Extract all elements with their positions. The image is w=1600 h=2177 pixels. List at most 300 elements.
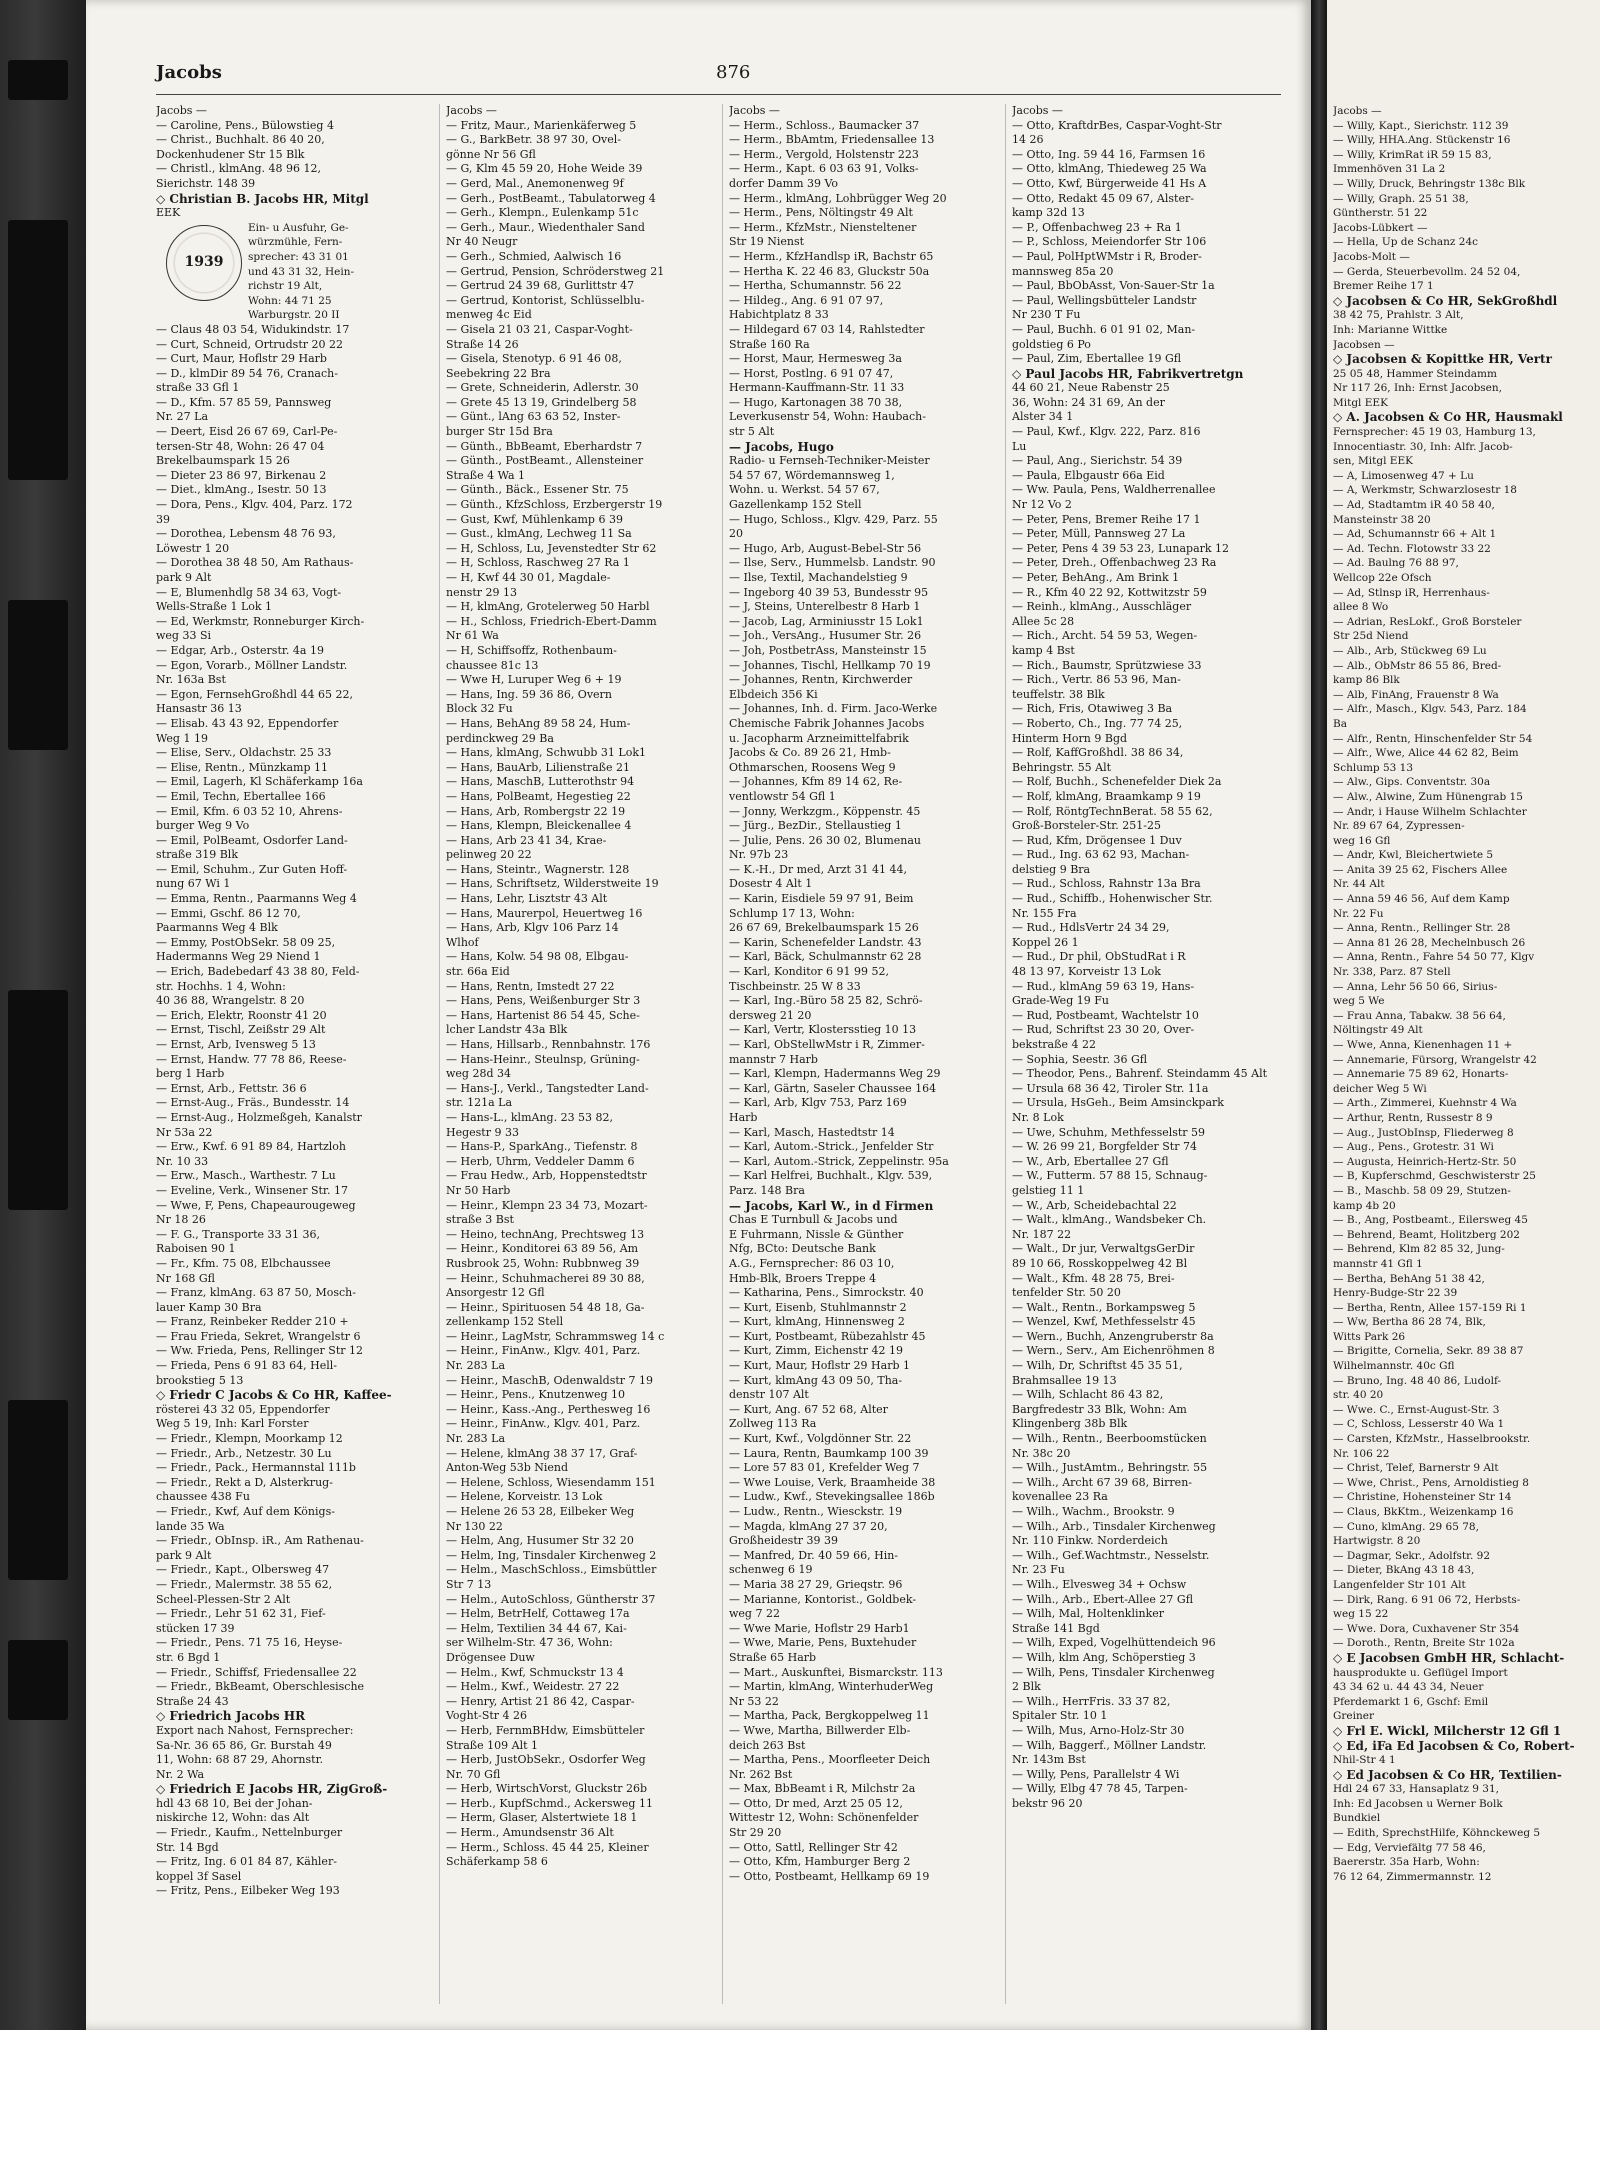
directory-entry: mannstr 41 Gfl 1 [1333,1257,1423,1270]
directory-entry: — Hans, Schriftsetz, Wilderstweite 19 [446,877,659,891]
directory-entry: — Hans, klmAng, Schwubb 31 Lok1 [446,746,646,760]
directory-entry: — Friedr., Klempn, Moorkamp 12 [156,1432,343,1446]
directory-entry: Schlump 53 13 [1333,761,1414,774]
directory-entry: — Emil, Schuhm., Zur Guten Hoff- [156,862,348,876]
directory-entry: weg 5 We [1333,995,1385,1008]
directory-entry: — G., BarkBetr. 38 97 30, Ovel- [446,133,621,147]
directory-entry: — W. 26 99 21, Borgfelder Str 74 [1012,1140,1197,1154]
directory-entry: — Christ, Telef, Barnerstr 9 Alt [1333,1462,1499,1475]
directory-entry: Dosestr 4 Alt 1 [729,877,813,891]
directory-entry: — Wwe. Dora, Cuxhavener Str 354 [1333,1622,1520,1635]
directory-entry: rösterei 43 32 05, Eppendorfer [156,1402,330,1416]
directory-entry: — Katharina, Pens., Simrockstr. 40 [729,1286,924,1300]
directory-entry: Hermann-Kauffmann-Str. 11 33 [729,381,905,395]
directory-entry: Nr. 262 Bst [729,1767,793,1781]
directory-entry: — Wilh., Wachm., Brookstr. 9 [1012,1505,1175,1518]
directory-entry: schenweg 6 19 [729,1563,813,1577]
directory-entry: — Ed, Werkmstr, Ronneburger Kirch- [156,614,365,628]
directory-entry: — Anna 59 46 56, Auf dem Kamp [1333,893,1510,906]
directory-entry: — Paul, Kwf., Klgv. 222, Parz. 816 [1012,425,1201,439]
directory-entry: — H, Schloss, Lu, Jevenstedter Str 62 [446,541,657,555]
directory-entry: — Hans, Steintr., Wagnerstr. 128 [446,862,630,876]
directory-entry: — Gerh., PostBeamt., Tabulatorweg 4 [446,191,656,205]
directory-entry: Jacobs — [446,104,497,117]
directory-entry: — Otto, Postbeamt, Hellkamp 69 19 [729,1869,930,1883]
directory-entry: — Herb, WirtschVorst, Gluckstr 26b [446,1782,648,1796]
directory-entry: — Kurt, klmAng, Hinnensweg 2 [729,1315,905,1329]
directory-entry: — Wwe, Christ., Pens, Arnoldistieg 8 [1333,1476,1529,1489]
directory-entry: — Rich, Fris, Otawiweg 3 Ba [1012,702,1173,716]
directory-entry: 89 10 66, Rosskoppelweg 42 Bl [1012,1256,1188,1270]
directory-entry: — Herm, Glaser, Alstertwiete 18 1 [446,1811,638,1825]
directory-entry: — Otto, Redakt 45 09 67, Alster- [1012,191,1194,205]
directory-entry: — Friedr., Lehr 51 62 31, Fief- [156,1607,326,1621]
directory-entry: — Andr, i Hause Wilhelm Schlachter [1333,805,1527,818]
directory-entry: — Hans-Heinr., Steulnsp, Grüning- [446,1052,640,1066]
directory-entry: Nr. 23 Fu [1012,1563,1065,1577]
column-4 [1005,104,1282,2004]
directory-entry: — Dirk, Rang. 6 91 06 72, Herbsts- [1333,1593,1521,1606]
directory-entry: Tischbeinstr. 25 W 8 33 [729,979,861,993]
directory-entry: — Rud., Schiffb., Hohenwischer Str. [1012,892,1213,906]
directory-entry: niskirche 12, Wohn: das Alt [156,1811,310,1825]
directory-entry: — Hans-L., klmAng. 23 53 82, [446,1110,614,1124]
directory-entry: — Rud, Schriftst 23 30 20, Over- [1012,1023,1195,1037]
directory-entry: — Hella, Up de Schanz 24c [1333,236,1479,249]
directory-entry: — Elise, Serv., Oldachstr. 25 33 [156,746,332,760]
directory-entry: — Arth., Zimmerei, Kuehnstr 4 Wa [1333,1097,1517,1110]
directory-entry: — Ingeborg 40 39 53, Bundesstr 95 [729,585,929,599]
directory-entry: — Ernst-Aug., Fräs., Bundesstr. 14 [156,1096,350,1110]
running-head: Jacobs [156,62,222,83]
directory-entry: — Helm, Ing, Tinsdaler Kirchenweg 2 [446,1548,657,1562]
directory-entry: — Alb., Arb, Stückweg 69 Lu [1333,644,1487,657]
directory-entry: — Heinr., MaschB, Odenwaldstr 7 19 [446,1373,654,1387]
directory-entry: — Dieter 23 86 97, Birkenau 2 [156,468,327,482]
directory-entry: — Joh, PostbetrAss, Mansteinstr 15 [729,643,927,657]
directory-entry: — Gerd, Mal., Anemonenweg 9f [446,176,624,190]
directory-entry: Hdl 24 67 33, Hansaplatz 9 31, [1333,1783,1499,1796]
directory-entry: — Gerda, Steuerbevollm. 24 52 04, [1333,265,1521,278]
directory-entry: Nr. 187 22 [1012,1227,1072,1241]
directory-entry: — Augusta, Heinrich-Hertz-Str. 50 [1333,1155,1517,1168]
directory-entry: — B., Ang, Postbeamt., Eilersweg 45 [1333,1214,1528,1227]
directory-entry: — Annemarie 75 89 62, Honarts- [1333,1068,1509,1081]
directory-entry: Langenfelder Str 101 Alt [1333,1578,1466,1591]
directory-page [86,0,1311,2030]
directory-entry: straße 3 Bst [446,1213,514,1227]
directory-entry: — Franz, klmAng. 63 87 50, Mosch- [156,1286,356,1300]
directory-entry: — Karl Helfrei, Buchhalt., Klgv. 539, [729,1169,933,1183]
directory-entry: — Jacobs, Karl W., in d Firmen [729,1198,934,1213]
directory-entry: — Hans, PolBeamt, Hegestieg 22 [446,789,631,803]
directory-entry: — Wilh., Arb., Tinsdaler Kirchenweg [1012,1519,1216,1533]
directory-entry: Zollweg 113 Ra [729,1417,817,1431]
directory-entry: — Anna 81 26 28, Mechelnbusch 26 [1333,936,1526,949]
directory-entry: — Emma, Rentn., Paarmanns Weg 4 [156,892,357,906]
directory-entry: — Otto, Sattl, Rellinger Str 42 [729,1840,898,1854]
directory-entry: — Walt., Dr jur, VerwaltgsGerDir [1012,1242,1195,1256]
directory-entry: — Wilh, Mal, Holtenklinker [1012,1607,1165,1621]
directory-entry: — Gerh., Schmied, Aalwisch 16 [446,249,622,263]
directory-entry: — Gisela 21 03 21, Caspar-Voght- [446,322,633,336]
directory-entry: Baererstr. 35a Harb, Wohn: [1333,1856,1480,1869]
directory-entry: — Herm., BbAmtm, Friedensallee 13 [729,133,935,147]
directory-entry: — Ww, Bertha 86 28 74, Blk, [1333,1316,1486,1329]
directory-entry: — B., Maschb. 58 09 29, Stutzen- [1333,1184,1511,1197]
directory-entry: — A, Limosenweg 47 + Lu [1333,469,1474,482]
directory-entry: — Friedr., Kaufm., Nettelnburger [156,1826,343,1840]
directory-entry: — Uwe, Schuhm, Methfesselstr 59 [1012,1125,1206,1139]
directory-entry: — Edgar, Arb., Osterstr. 4a 19 [156,643,324,657]
directory-entry: Nr. 44 Alt [1333,878,1385,891]
directory-entry: Jacobs — [729,104,780,117]
directory-entry: — Herm., KfzHandlsp iR, Bachstr 65 [729,249,934,263]
directory-entry: — Helene, Schloss, Wiesendamm 151 [446,1475,656,1489]
directory-entry: — Annemarie, Fürsorg, Wrangelstr 42 [1333,1053,1537,1066]
directory-entry: — Karin, Schenefelder Landstr. 43 [729,935,922,949]
directory-entry: Anton-Weg 53b Niend [446,1461,569,1475]
directory-entry: — Rud., Ing. 63 62 93, Machan- [1012,848,1190,862]
directory-entry: — Rich., Archt. 54 59 53, Wegen- [1012,629,1198,643]
directory-entry: — Rud, Postbeamt, Wachtelstr 10 [1012,1008,1199,1022]
directory-entry: — Doroth., Rentn, Breite Str 102a [1333,1637,1515,1650]
directory-entry: — Rich., Vertr. 86 53 96, Man- [1012,673,1181,687]
directory-entry: — Wilh, Baggerf., Möllner Landstr. [1012,1738,1207,1752]
directory-entry: — Hans, Hartenist 86 54 45, Sche- [446,1008,640,1022]
directory-entry: Ba [1333,717,1347,730]
column-1 [156,104,426,2004]
directory-entry: — Elise, Rentn., Münzkamp 11 [156,760,328,774]
directory-entry: Behringstr. 55 Alt [1012,760,1112,774]
directory-entry: — Hugo, Schloss., Klgv. 429, Parz. 55 [729,512,938,526]
directory-entry: — Ernst, Arb, Ivensweg 5 13 [156,1038,316,1051]
directory-entry: Straße 24 43 [156,1694,229,1708]
directory-columns [156,104,1296,2004]
directory-entry: — Peter, Dreh., Offenbachweg 23 Ra [1012,556,1217,570]
directory-entry: — Wern., Serv., Am Eichenröhmen 8 [1012,1344,1215,1358]
directory-entry: Nr. 283 La [446,1359,506,1373]
seal-year: 1939 [184,254,224,271]
directory-entry: Hegestr 9 33 [446,1125,519,1139]
directory-entry: — Wilh, Mus, Arno-Holz-Str 30 [1012,1723,1185,1737]
directory-entry: — Hans, Klempn, Bleickenallee 4 [446,819,632,833]
directory-entry: — Martin, klmAng, WinterhuderWeg [729,1680,934,1694]
directory-entry: Nr 61 Wa [446,629,499,643]
directory-entry: — Karl, Konditor 6 91 99 52, [729,965,890,979]
directory-entry: — Wwe Louise, Verk, Braamheide 38 [729,1475,936,1489]
directory-entry: — Otto, Ing. 59 44 16, Farmsen 16 [1012,147,1206,161]
directory-entry: — Heinr., Klempn 23 34 73, Mozart- [446,1198,648,1212]
directory-entry: — Hans-J., Verkl., Tangstedter Land- [446,1081,649,1095]
directory-entry: Jacobs & Co. 89 26 21, Hmb- [729,746,891,760]
directory-entry: — Ww. Paula, Pens, Waldherrenallee [1012,483,1216,497]
directory-entry: lande 35 Wa [156,1519,225,1533]
directory-entry: — Ernst, Tischl, Zeißstr 29 Alt [156,1023,326,1037]
directory-entry: — Paul, Zim, Ebertallee 19 Gfl [1012,352,1182,366]
directory-entry: Nr. 163a Bst [156,673,226,687]
directory-entry: — Martha, Pens., Moorfleeter Deich [729,1753,931,1767]
directory-entry: — Friedr., Kwf, Auf dem Königs- [156,1505,335,1518]
directory-entry: Nr 117 26, Inh: Ernst Jacobsen, [1333,382,1502,395]
directory-entry: str. Hochhs. 1 4, Wohn: [156,979,286,993]
directory-entry: — Egon, FernsehGroßhdl 44 65 22, [156,687,354,701]
directory-entry: — Max, BbBeamt i R, Milchstr 2a [729,1782,916,1796]
directory-entry: — Herm., Kapt. 6 03 63 91, Volks- [729,162,919,176]
directory-entry: — Dagmar, Sekr., Adolfstr. 92 [1333,1549,1491,1562]
directory-entry: — Walt., klmAng., Wandsbeker Ch. [1012,1213,1207,1227]
directory-entry: Block 32 Fu [446,702,513,716]
directory-entry: — Erw., Masch., Warthestr. 7 Lu [156,1169,336,1183]
directory-entry: Jacobsen — [1333,338,1395,351]
directory-entry: — Gertrud 24 39 68, Gurlittstr 47 [446,279,635,293]
directory-entry: straße 319 Blk [156,848,238,862]
directory-entry: — Alfr., Rentn, Hinschenfelder Str 54 [1333,732,1533,745]
directory-entry: brookstieg 5 13 [156,1373,244,1387]
directory-entry: Sa-Nr. 36 65 86, Gr. Burstah 49 [156,1738,332,1752]
directory-entry: Wohn. u. Werkst. 54 57 67, [729,483,880,497]
directory-entry: — Ursula, HsGeh., Beim Amsinckpark [1012,1096,1224,1110]
directory-entry: — Friedr., Schiffsf, Friedensallee 22 [156,1665,357,1679]
adjacent-page [1327,0,1600,2030]
directory-entry: — Joh., VersAng., Husumer Str. 26 [729,629,922,643]
directory-entry: Klingenberg 38b Blk [1012,1417,1128,1431]
directory-entry: chaussee 81c 13 [446,658,539,672]
directory-entry: — Hugo, Arb, August-Bebel-Str 56 [729,541,922,555]
directory-entry: A.G., Fernsprecher: 86 03 10, [729,1256,895,1270]
directory-entry: — Wern., Buchh, Anzengruberstr 8a [1012,1329,1214,1343]
directory-entry: Nr 130 22 [446,1519,503,1533]
directory-entry: — Friedr., Pens. 71 75 16, Heyse- [156,1636,343,1650]
directory-entry: — Hans, Kolw. 54 98 08, Elbgau- [446,950,629,964]
directory-entry: Nr. 155 Fra [1012,906,1077,920]
seal-caption-line: und 43 31 32, Hein- [248,265,355,278]
directory-entry: Str 29 20 [729,1826,782,1840]
directory-entry: — Karl, Gärtn, Saseler Chaussee 164 [729,1081,937,1095]
directory-entry: — Herm., Schloss. 45 44 25, Kleiner [446,1840,649,1854]
directory-entry: Scheel-Plessen-Str 2 Alt [156,1592,291,1606]
directory-entry: — Helm., Kwf., Weidestr. 27 22 [446,1680,620,1694]
directory-entry: — Herb., KupfSchmd., Ackersweg 11 [446,1796,653,1810]
directory-entry: Leverkusenstr 54, Wohn: Haubach- [729,410,926,424]
directory-entry: — G, Klm 45 59 20, Hohe Weide 39 [446,162,643,176]
directory-entry: chaussee 438 Fu [156,1490,250,1504]
directory-entry: — Otto, Dr med, Arzt 25 05 12, [729,1796,903,1810]
directory-entry: Großheidestr 39 39 [729,1534,838,1548]
directory-entry: lauer Kamp 30 Bra [156,1300,262,1314]
directory-entry: Bundkiel [1333,1812,1381,1825]
directory-entry: — Curt, Schneid, Ortrudstr 20 22 [156,337,343,351]
directory-entry: Alster 34 1 [1012,410,1074,424]
directory-entry: — Manfred, Dr. 40 59 66, Hin- [729,1548,899,1562]
directory-entry: — Karl, Ing.-Büro 58 25 82, Schrö- [729,994,923,1008]
directory-entry: — D., klmDir 89 54 76, Cranach- [156,366,338,380]
directory-entry: — Johannes, Inh. d. Firm. Jaco-Werke [729,702,938,716]
directory-entry: Chemische Fabrik Johannes Jacobs [729,716,925,730]
directory-entry: — Adrian, ResLokf., Groß Borsteler [1333,615,1522,628]
directory-entry: ◇ Jacobsen & Kopittke HR, Vertr [1333,352,1552,367]
directory-entry: nung 67 Wi 1 [156,877,231,891]
directory-entry: Nr 12 Vo 2 [1012,498,1072,512]
directory-entry: str. 121a La [446,1096,513,1110]
directory-entry: — K.-H., Dr med, Arzt 31 41 44, [729,862,907,876]
directory-entry: Nr 53a 22 [156,1125,213,1139]
directory-entry: — Lore 57 83 01, Krefelder Weg 7 [729,1461,920,1475]
directory-entry: — Curt, Maur, Hoflstr 29 Harb [156,352,327,366]
directory-entry: — Hans, BauArb, Lilienstraße 21 [446,760,631,774]
directory-entry: allee 8 Wo [1333,601,1389,614]
directory-entry: — J, Steins, Unterelbestr 8 Harb 1 [729,600,921,614]
directory-entry: — Hans, Arb, Rombergstr 22 19 [446,804,626,818]
directory-entry: — Caroline, Pens., Bülowstieg 4 [156,118,334,132]
scan-edge-mark [8,220,68,480]
directory-entry: Nr 50 Harb [446,1183,511,1197]
directory-entry: Bargfredestr 33 Blk, Wohn: Am [1012,1402,1187,1416]
directory-entry: — Alw., Gips. Conventstr. 30a [1333,776,1491,789]
directory-entry: — Wenzel, Kwf, Methfesselstr 45 [1012,1315,1196,1329]
directory-entry: Str 19 Nienst [729,235,805,249]
directory-entry: Radio- u Fernseh-Techniker-Meister [729,454,930,468]
directory-entry: — Emil, Lagerh, Kl Schäferkamp 16a [156,775,363,789]
directory-entry: Nr 40 Neugr [446,235,518,249]
directory-entry: Rusbrook 25, Wohn: Rubbnweg 39 [446,1256,640,1270]
directory-entry: — Paul, BbObAsst, Von-Sauer-Str 1a [1012,279,1215,293]
directory-entry: — Hans, Arb, Klgv 106 Parz 14 [446,921,619,935]
directory-entry: — Alw., Alwine, Zum Hünengrab 15 [1333,790,1523,803]
directory-entry: Straße 160 Ra [729,337,810,351]
directory-entry: — Günth., Bäck., Essener Str. 75 [446,483,629,497]
directory-entry: — Dorothea, Lebensm 48 76 93, [156,527,336,541]
directory-entry: Hmb-Blk, Broers Treppe 4 [729,1271,877,1285]
directory-entry: — Heinr., Spirituosen 54 48 18, Ga- [446,1300,645,1314]
directory-entry: — Dieter, BkAng 43 18 43, [1333,1564,1475,1577]
directory-entry: — P., Schloss, Meiendorfer Str 106 [1012,235,1207,249]
page-header [156,58,1281,95]
directory-entry: dersweg 21 20 [729,1008,812,1022]
directory-entry: berg 1 Harb [156,1067,225,1081]
directory-entry: Nr. 97b 23 [729,848,789,862]
directory-entry: Weg 5 19, Inh: Karl Forster [156,1417,309,1431]
directory-entry: Nr. 110 Finkw. Norderdeich [1012,1534,1168,1548]
directory-entry: Str 7 13 [446,1577,492,1591]
directory-entry: — Horst, Postlng. 6 91 07 47, [729,366,894,380]
directory-entry: Mansteinstr 38 20 [1333,513,1431,526]
directory-entry: ◇ E Jacobsen GmbH HR, Schlacht- [1333,1650,1565,1665]
directory-entry: Schäferkamp 58 6 [446,1855,548,1869]
directory-entry: str. 66a Eid [446,965,510,979]
directory-entry: — Ad, Stlnsp iR, Herrenhaus- [1333,586,1490,599]
directory-entry: Immenhöven 31 La 2 [1333,163,1446,176]
directory-entry: — B, Kupferschmd, Geschwisterstr 25 [1333,1170,1536,1183]
directory-entry: — Hans, Lehr, Lisztstr 43 Alt [446,892,608,906]
directory-entry: — Dorothea 38 48 50, Am Rathaus- [156,556,354,570]
directory-entry: ◇ Friedr C Jacobs & Co HR, Kaffee- [156,1388,392,1403]
directory-entry: — Roberto, Ch., Ing. 77 74 25, [1012,716,1183,730]
directory-entry: — Peter, Pens, Bremer Reihe 17 1 [1012,512,1201,526]
seal-caption [248,221,354,323]
directory-entry: — Grete 45 13 19, Grindelberg 58 [446,395,637,409]
directory-entry: — Karl, Autom.-Strick, Zeppelinstr. 95a [729,1154,949,1168]
directory-entry: — Jacobs, Hugo [729,439,834,454]
directory-entry: — Gust, Kwf, Mühlenkamp 6 39 [446,512,623,526]
scan-edge [0,0,86,2030]
directory-entry: Nr. 89 67 64, Zypressen- [1333,820,1465,833]
directory-entry: Nr. 22 Fu [1333,907,1384,920]
seal-block [156,221,426,323]
directory-entry: — Helm, Textilien 34 44 67, Kai- [446,1621,627,1635]
directory-entry: Jacobs-Molt — [1333,250,1410,263]
directory-entry: — Rolf, Buchh., Schenefelder Diek 2a [1012,775,1222,789]
directory-entry: — Friedr., ObInsp. iR., Am Rathenau- [156,1534,364,1548]
directory-entry: — Wilh., Archt 67 39 68, Birren- [1012,1475,1192,1489]
directory-entry: Fernsprecher: 45 19 03, Hamburg 13, [1333,426,1536,439]
directory-entry: — Heinr., FinAnw., Klgv. 401, Parz. [446,1344,641,1358]
directory-entry: ◇ Frl E. Wickl, Milcherstr 12 Gfl 1 [1333,1723,1562,1738]
directory-entry: — Günth., KfzSchloss, Erzbergerstr 19 [446,498,663,512]
directory-entry: — Sophia, Seestr. 36 Gfl [1012,1052,1148,1066]
directory-entry: Nr. 10 33 [156,1154,209,1168]
directory-entry: — Arthur, Rentn, Russestr 8 9 [1333,1111,1493,1124]
directory-entry: — W., Arb, Ebertallee 27 Gfl [1012,1154,1169,1168]
scan-edge-mark [8,1640,68,1720]
directory-entry: — Eveline, Verk., Winsener Str. 17 [156,1183,348,1197]
directory-entry: weg 15 22 [1333,1608,1389,1621]
directory-entry: — Karl, Autom.-Strick., Jenfelder Str [729,1140,934,1154]
anniversary-seal-icon [166,225,242,301]
directory-entry: Voght-Str 4 26 [446,1709,528,1723]
directory-entry: — Laura, Rentn, Baumkamp 100 39 [729,1446,929,1460]
directory-entry: pelinweg 20 22 [446,848,532,862]
directory-entry: tenfelder Str. 50 20 [1012,1286,1121,1300]
directory-entry: Nr. 283 La [446,1432,506,1446]
directory-entry: weg 33 Si [156,629,212,643]
directory-entry: — Willy, HHA.Ang. Stückenstr 16 [1333,134,1511,147]
directory-entry: — Diet., klmAng., Isestr. 50 13 [156,483,327,497]
directory-entry: bekstr 96 20 [1012,1796,1083,1810]
directory-entry: — Anna, Rentn., Fahre 54 50 77, Klgv [1333,951,1535,964]
directory-entry: — Günt., lAng 63 63 52, Inster- [446,410,621,424]
directory-entry: zellenkamp 152 Stell [446,1315,564,1329]
directory-entry: Wells-Straße 1 Lok 1 [156,600,273,614]
directory-entry: — Helm, BetrHelf, Cottaweg 17a [446,1607,630,1621]
directory-entry: menweg 4c Eid [446,308,532,322]
directory-entry: park 9 Alt [156,571,212,584]
directory-entry: Straße 109 Alt 1 [446,1738,538,1752]
directory-entry: ◇ Christian B. Jacobs HR, Mitgl [156,191,369,206]
directory-entry: — Wilh., Gef.Wachtmstr., Nesselstr. [1012,1548,1210,1562]
directory-entry: — Wwe Marie, Hoflstr 29 Harb1 [729,1621,910,1635]
directory-entry: 44 60 21, Neue Rabenstr 25 [1012,381,1170,395]
directory-entry: Nr 230 T Fu [1012,308,1081,322]
directory-entry: — Ad, Schumannstr 66 + Alt 1 [1333,528,1497,541]
directory-entry: denstr 107 Alt [729,1388,809,1402]
directory-entry: — Rud., HdlsVertr 24 34 29, [1012,921,1170,935]
directory-entry: — Rolf, KaffGroßhdl. 38 86 34, [1012,746,1184,760]
directory-entry: — Marianne, Kontorist., Goldbek- [729,1592,917,1606]
directory-entry: Witts Park 26 [1333,1330,1406,1343]
directory-entry: Lu [1012,439,1027,453]
directory-entry: — Fritz, Ing. 6 01 84 87, Kähler- [156,1855,337,1869]
directory-entry: — Friedr., Arb., Netzestr. 30 Lu [156,1446,332,1460]
directory-entry: — Herm., Vergold, Holstenstr 223 [729,147,919,161]
directory-entry: — Hildeg., Ang. 6 91 07 97, [729,293,884,307]
directory-entry: — Wilh., HerrFris. 33 37 82, [1012,1694,1171,1708]
directory-entry: Allee 5c 28 [1012,614,1075,628]
directory-entry: Wittestr 12, Wohn: Schönenfelder [729,1811,919,1825]
directory-entry: 40 36 88, Wrangelstr. 8 20 [156,994,305,1008]
directory-entry: — Alfr., Wwe, Alice 44 62 82, Beim [1333,747,1519,760]
directory-entry: — P., Offenbachweg 23 + Ra 1 [1012,220,1182,234]
